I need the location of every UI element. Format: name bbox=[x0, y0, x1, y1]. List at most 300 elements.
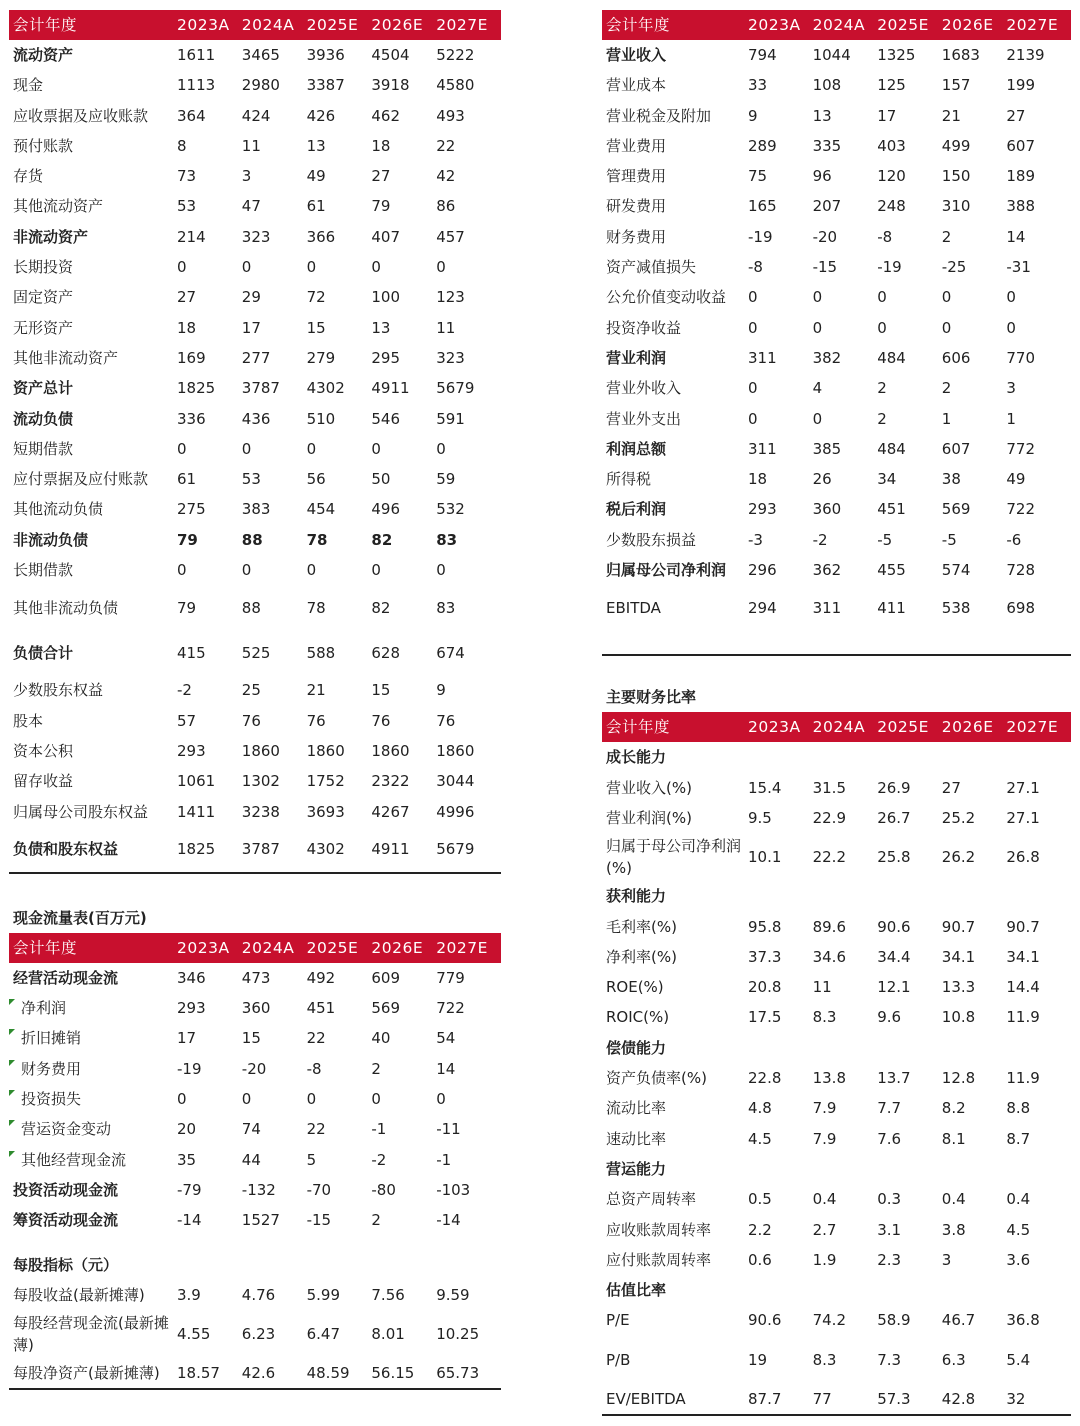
row-value: 0 bbox=[177, 1090, 187, 1109]
row-value: 8.3 bbox=[812, 1008, 837, 1027]
row-value: 1044 bbox=[812, 46, 851, 64]
row-value: 1825 bbox=[177, 840, 216, 859]
row-label: 其他非流动负债 bbox=[13, 598, 119, 617]
row-value bbox=[1006, 1033, 1071, 1063]
table-row bbox=[9, 827, 501, 873]
table-row bbox=[9, 1358, 501, 1389]
table-row bbox=[9, 993, 501, 1023]
row-label: 资本公积 bbox=[13, 741, 74, 760]
row-value: 18.57 bbox=[177, 1363, 220, 1382]
row-value bbox=[1006, 742, 1071, 772]
row-value: -80 bbox=[371, 1180, 396, 1199]
row-value: 588 bbox=[306, 643, 336, 662]
row-label: P/E bbox=[606, 1311, 630, 1330]
row-value: 82 bbox=[371, 530, 393, 549]
row-label: 净利率(%) bbox=[606, 947, 677, 966]
row-label: 营业利润(%) bbox=[606, 808, 692, 827]
header-label: 会计年度 bbox=[13, 938, 78, 957]
header-year: 2023A bbox=[748, 16, 801, 34]
table-row bbox=[9, 282, 501, 312]
row-value: 4504 bbox=[371, 46, 410, 64]
row-value: 27 bbox=[941, 778, 961, 797]
row-value: 13 bbox=[371, 318, 391, 337]
row-value: 2 bbox=[877, 379, 887, 398]
row-value: 0.5 bbox=[748, 1190, 772, 1209]
header-year: 2027E bbox=[1006, 718, 1059, 737]
row-value: 54 bbox=[436, 1029, 456, 1048]
row-label: 经营活动现金流 bbox=[13, 968, 119, 987]
row-label: 应收票据及应收账款 bbox=[13, 106, 149, 125]
row-value bbox=[748, 1033, 813, 1063]
row-value: 0 bbox=[877, 318, 887, 337]
row-value: 323 bbox=[241, 227, 271, 246]
row-label: ROIC(%) bbox=[606, 1008, 670, 1027]
row-value: 569 bbox=[941, 500, 971, 519]
row-value: 214 bbox=[177, 227, 206, 246]
row-label: 公允价值变动收益 bbox=[606, 288, 727, 307]
row-value: 722 bbox=[436, 999, 465, 1018]
table-header-row bbox=[9, 933, 501, 963]
row-label: 少数股东损益 bbox=[606, 530, 697, 549]
row-value: 13.7 bbox=[877, 1069, 911, 1088]
row-value: 76 bbox=[371, 711, 391, 730]
balance-sheet-table bbox=[9, 10, 501, 874]
table-row bbox=[9, 161, 501, 191]
row-value: 0 bbox=[748, 318, 758, 337]
row-value: 3.6 bbox=[1006, 1250, 1031, 1269]
row-value: 3.1 bbox=[877, 1220, 902, 1239]
row-value: 7.7 bbox=[877, 1099, 902, 1118]
row-label bbox=[9, 1054, 177, 1084]
row-value: 0 bbox=[177, 258, 187, 277]
row-value: 0.6 bbox=[748, 1250, 772, 1269]
income-statement-table bbox=[602, 10, 1071, 630]
row-value: 1752 bbox=[306, 772, 345, 791]
row-value: 3936 bbox=[306, 46, 345, 64]
row-value: 18 bbox=[748, 470, 768, 489]
row-value: 9.59 bbox=[436, 1285, 470, 1304]
row-label: ROE(%) bbox=[606, 978, 664, 997]
section-row bbox=[602, 1275, 1071, 1305]
row-value: 26.2 bbox=[941, 848, 976, 867]
row-value: -2 bbox=[812, 530, 828, 549]
table-row bbox=[602, 1215, 1071, 1245]
row-value: 46.7 bbox=[941, 1311, 976, 1330]
row-label: 研发费用 bbox=[606, 197, 667, 216]
row-value: 293 bbox=[177, 999, 206, 1018]
header-year: 2026E bbox=[371, 938, 424, 957]
row-value: 13.3 bbox=[941, 978, 976, 997]
row-value: 366 bbox=[306, 227, 336, 246]
row-label: EV/EBITDA bbox=[606, 1389, 686, 1408]
row-value: -19 bbox=[177, 1059, 202, 1078]
row-value: -2 bbox=[177, 681, 192, 700]
row-value: 1683 bbox=[941, 46, 980, 64]
row-value: 82 bbox=[371, 598, 391, 617]
row-label-text: 投资损失 bbox=[21, 1090, 82, 1109]
row-value: 0 bbox=[1006, 318, 1016, 337]
row-label: 每股经营现金流(最新摊薄) bbox=[13, 1313, 169, 1354]
row-value: 90.6 bbox=[748, 1311, 782, 1330]
row-value: 0 bbox=[812, 288, 823, 307]
row-value: 335 bbox=[812, 136, 842, 155]
row-value: 779 bbox=[436, 968, 465, 987]
row-value bbox=[942, 1154, 1007, 1184]
row-value: 279 bbox=[306, 348, 336, 367]
row-value: 1860 bbox=[306, 741, 345, 760]
row-label: 归属母公司股东权益 bbox=[13, 802, 149, 821]
row-value: 407 bbox=[371, 227, 401, 246]
row-value: -1 bbox=[436, 1150, 452, 1169]
row-value: -19 bbox=[877, 258, 902, 277]
header-year: 2025E bbox=[877, 718, 929, 737]
row-value: 123 bbox=[436, 288, 465, 307]
row-value: 33 bbox=[748, 76, 768, 95]
row-value: 42.6 bbox=[241, 1363, 276, 1382]
table-row bbox=[9, 1310, 501, 1358]
row-value: 7.6 bbox=[877, 1129, 902, 1148]
table-row bbox=[9, 766, 501, 796]
row-label: 财务费用 bbox=[606, 227, 667, 246]
row-value: 455 bbox=[877, 561, 906, 580]
row-value: 13 bbox=[306, 136, 326, 155]
row-value: 10.8 bbox=[941, 1008, 976, 1027]
row-value: 12.1 bbox=[877, 978, 911, 997]
table-row bbox=[9, 1280, 501, 1310]
row-value: 22.2 bbox=[812, 848, 846, 867]
row-value: 61 bbox=[306, 197, 326, 216]
row-value: 42.8 bbox=[941, 1389, 976, 1408]
row-value: 772 bbox=[1006, 439, 1036, 458]
header-year: 2026E bbox=[371, 16, 424, 34]
row-value: 1113 bbox=[177, 76, 216, 95]
row-value: 7.9 bbox=[812, 1129, 837, 1148]
row-label bbox=[9, 1145, 177, 1175]
row-value: 76 bbox=[436, 711, 456, 730]
row-value: 83 bbox=[436, 530, 458, 549]
row-value: 20.8 bbox=[748, 978, 782, 997]
row-value bbox=[1006, 1275, 1071, 1305]
row-value bbox=[748, 881, 813, 911]
row-value: 37.3 bbox=[748, 947, 782, 966]
row-value: 27.1 bbox=[1006, 808, 1040, 827]
row-value: 25.8 bbox=[877, 848, 911, 867]
row-value: -3 bbox=[748, 530, 763, 549]
row-label: 非流动资产 bbox=[13, 227, 89, 246]
header-year: 2025E bbox=[306, 16, 359, 34]
cash-flow-table bbox=[9, 933, 501, 1236]
row-label: 营业费用 bbox=[606, 136, 667, 155]
section-row bbox=[602, 1033, 1071, 1063]
row-value: -20 bbox=[812, 227, 838, 246]
row-value: 125 bbox=[877, 76, 906, 95]
row-value: 4.8 bbox=[748, 1099, 772, 1118]
row-label: P/B bbox=[606, 1350, 631, 1369]
row-label bbox=[9, 1114, 177, 1144]
row-value: 57.3 bbox=[877, 1389, 911, 1408]
row-value: 8 bbox=[177, 136, 187, 155]
row-value: 78 bbox=[306, 530, 328, 549]
row-value: 207 bbox=[812, 197, 842, 216]
row-value bbox=[877, 1154, 942, 1184]
table-row bbox=[602, 773, 1071, 803]
table-row bbox=[602, 942, 1071, 972]
row-label: 现金 bbox=[13, 76, 44, 95]
table-row bbox=[9, 343, 501, 373]
row-value: 83 bbox=[436, 598, 456, 617]
row-value: 0 bbox=[812, 409, 823, 428]
row-value: 3.9 bbox=[177, 1285, 201, 1304]
row-value: 90.6 bbox=[877, 917, 911, 936]
ratios-title: 主要财务比率 bbox=[606, 688, 697, 707]
row-value: 0 bbox=[812, 318, 823, 337]
row-value: 311 bbox=[748, 348, 777, 367]
table-row bbox=[602, 101, 1071, 131]
row-value: 42 bbox=[436, 167, 456, 186]
row-value: 17 bbox=[877, 106, 897, 125]
row-value bbox=[877, 742, 942, 772]
table-row bbox=[9, 70, 501, 100]
row-value: 426 bbox=[306, 106, 336, 125]
row-value: 5679 bbox=[436, 840, 475, 859]
header-year: 2026E bbox=[941, 718, 994, 737]
table-row bbox=[9, 40, 501, 70]
row-value: 32 bbox=[1006, 1389, 1026, 1408]
row-value: 53 bbox=[177, 197, 197, 216]
row-value: 87.7 bbox=[748, 1389, 782, 1408]
row-value: 50 bbox=[371, 470, 391, 489]
row-value: 0 bbox=[306, 561, 317, 580]
row-value: 77 bbox=[812, 1389, 832, 1408]
row-value: 364 bbox=[177, 106, 206, 125]
row-value: 17.5 bbox=[748, 1008, 782, 1027]
row-value: 4.5 bbox=[748, 1129, 772, 1148]
table-row bbox=[602, 313, 1071, 343]
row-value: 9 bbox=[748, 106, 758, 125]
row-value: 6.47 bbox=[306, 1324, 340, 1343]
row-label: 利润总额 bbox=[606, 439, 667, 458]
right-column bbox=[602, 10, 1071, 1416]
table-row bbox=[602, 70, 1071, 100]
row-value: 336 bbox=[177, 409, 206, 428]
row-value: -25 bbox=[941, 258, 967, 277]
row-value: 199 bbox=[1006, 76, 1036, 95]
row-label: 其他非流动资产 bbox=[13, 348, 119, 367]
table-row bbox=[9, 222, 501, 252]
row-value: 11.9 bbox=[1006, 1008, 1040, 1027]
row-value: 53 bbox=[241, 470, 261, 489]
row-label: 估值比率 bbox=[606, 1281, 667, 1300]
row-label: 筹资活动现金流 bbox=[13, 1211, 119, 1230]
row-value: 27 bbox=[1006, 106, 1026, 125]
row-value: 0 bbox=[371, 258, 381, 277]
row-value: 293 bbox=[177, 741, 206, 760]
row-value: 0 bbox=[241, 561, 252, 580]
row-value: 9.6 bbox=[877, 1008, 902, 1027]
row-label: 无形资产 bbox=[13, 318, 74, 337]
row-value: 18 bbox=[177, 318, 197, 337]
row-value: 0 bbox=[941, 288, 952, 307]
row-value: 29 bbox=[241, 288, 261, 307]
row-label bbox=[9, 993, 177, 1023]
row-label: 营业税金及附加 bbox=[606, 106, 712, 125]
row-label: 归属于母公司净利润(%) bbox=[606, 837, 742, 878]
row-label: 营业利润 bbox=[606, 348, 667, 367]
row-value: 4.76 bbox=[241, 1285, 276, 1304]
table-row bbox=[602, 1002, 1071, 1032]
row-value: 34.1 bbox=[1006, 947, 1040, 966]
row-value: 15 bbox=[241, 1029, 261, 1048]
row-value bbox=[877, 1033, 942, 1063]
row-value: 310 bbox=[941, 197, 971, 216]
row-label: 营业收入 bbox=[606, 46, 667, 64]
row-value: 0 bbox=[748, 409, 758, 428]
table-row bbox=[9, 963, 501, 993]
row-label: 归属母公司净利润 bbox=[606, 561, 727, 580]
row-value: 4.5 bbox=[1006, 1220, 1031, 1239]
table-row bbox=[602, 40, 1071, 70]
row-value: 13 bbox=[812, 106, 832, 125]
row-value: 7.9 bbox=[812, 1099, 837, 1118]
row-label: 流动资产 bbox=[13, 46, 74, 64]
row-value: -15 bbox=[306, 1211, 332, 1230]
row-value: 108 bbox=[812, 76, 842, 95]
row-value: 25 bbox=[241, 681, 261, 700]
row-value bbox=[1006, 881, 1071, 911]
row-value: 11 bbox=[436, 318, 456, 337]
row-value: 56 bbox=[306, 470, 326, 489]
row-value: -2 bbox=[371, 1150, 387, 1169]
row-value: 794 bbox=[748, 46, 777, 64]
row-value: 96 bbox=[812, 167, 832, 186]
table-row bbox=[9, 1084, 501, 1114]
row-value: 5.4 bbox=[1006, 1350, 1031, 1369]
row-value: 0 bbox=[306, 439, 317, 458]
row-value: 120 bbox=[877, 167, 906, 186]
row-value: 48.59 bbox=[306, 1363, 350, 1382]
row-value: 293 bbox=[748, 500, 777, 519]
row-value: 2.7 bbox=[812, 1220, 837, 1239]
left-column bbox=[9, 10, 501, 1390]
table-row bbox=[602, 252, 1071, 282]
row-value: -8 bbox=[877, 227, 893, 246]
row-value: 607 bbox=[941, 439, 971, 458]
row-value: 424 bbox=[241, 106, 271, 125]
header-year: 2024A bbox=[812, 718, 866, 737]
row-value: 4911 bbox=[371, 840, 410, 859]
row-value: 11 bbox=[241, 136, 261, 155]
row-value: 1860 bbox=[371, 741, 410, 760]
row-label: 投资活动现金流 bbox=[13, 1180, 119, 1199]
row-value: 5679 bbox=[436, 379, 475, 398]
row-label: 总资产周转率 bbox=[606, 1190, 697, 1209]
row-label: 营业外收入 bbox=[606, 379, 682, 398]
section-row bbox=[602, 1154, 1071, 1184]
row-value: 0 bbox=[436, 1090, 446, 1109]
row-value: 1061 bbox=[177, 772, 216, 791]
row-value: -5 bbox=[941, 530, 957, 549]
row-value: 10.1 bbox=[748, 848, 782, 867]
row-value: 493 bbox=[436, 106, 465, 125]
header-year: 2025E bbox=[306, 938, 359, 957]
row-value: 1860 bbox=[241, 741, 280, 760]
row-value: 1 bbox=[941, 409, 952, 428]
row-label: 应付账款周转率 bbox=[606, 1250, 712, 1269]
row-value: 0.4 bbox=[941, 1190, 966, 1209]
row-value: 3693 bbox=[306, 802, 345, 821]
row-value: 90.7 bbox=[1006, 917, 1040, 936]
row-label-text: 营运资金变动 bbox=[21, 1120, 112, 1139]
row-value: 1860 bbox=[436, 741, 475, 760]
row-value: 473 bbox=[241, 968, 271, 987]
row-value: 451 bbox=[306, 999, 336, 1018]
row-label: 营业收入(%) bbox=[606, 778, 692, 797]
row-label: 偿债能力 bbox=[606, 1038, 667, 1057]
row-value: 169 bbox=[177, 348, 206, 367]
row-value: 0 bbox=[1006, 288, 1016, 307]
section-row bbox=[602, 881, 1071, 911]
row-label: 少数股东权益 bbox=[13, 681, 104, 700]
row-value: 56.15 bbox=[371, 1363, 415, 1382]
table-row bbox=[602, 1384, 1071, 1415]
row-label bbox=[9, 1023, 177, 1053]
table-row bbox=[9, 1145, 501, 1175]
row-value: 0.4 bbox=[1006, 1190, 1031, 1209]
row-value: 3387 bbox=[306, 76, 345, 95]
row-value: 57 bbox=[177, 711, 197, 730]
row-value: 35 bbox=[177, 1150, 197, 1169]
row-value: 3787 bbox=[241, 840, 280, 859]
header-year: 2025E bbox=[877, 16, 929, 34]
header-year: 2027E bbox=[436, 16, 488, 34]
row-value bbox=[813, 1033, 878, 1063]
row-value: -6 bbox=[1006, 530, 1022, 549]
row-value: 4911 bbox=[371, 379, 410, 398]
row-value: 79 bbox=[371, 197, 391, 216]
row-value: 4996 bbox=[436, 802, 475, 821]
row-value: -15 bbox=[812, 258, 838, 277]
row-value: 27 bbox=[177, 288, 197, 307]
per-share-title: 每股指标（元） bbox=[13, 1255, 119, 1274]
row-value: 79 bbox=[177, 598, 197, 617]
row-value: 2 bbox=[941, 379, 952, 398]
row-value: 538 bbox=[941, 598, 971, 617]
row-label: 预付账款 bbox=[13, 136, 74, 155]
row-value: 609 bbox=[371, 968, 401, 987]
row-value: 14.4 bbox=[1006, 978, 1040, 997]
row-value: 26.8 bbox=[1006, 848, 1040, 867]
row-value: 574 bbox=[941, 561, 971, 580]
row-value: 9 bbox=[436, 681, 446, 700]
row-value: 496 bbox=[371, 500, 401, 519]
row-label: 留存收益 bbox=[13, 772, 74, 791]
row-value: 3 bbox=[941, 1250, 952, 1269]
row-value: 674 bbox=[436, 643, 465, 662]
cash-flow-title: 现金流量表(百万元) bbox=[13, 908, 147, 927]
row-value: 3787 bbox=[241, 379, 280, 398]
header-year: 2026E bbox=[941, 16, 994, 34]
row-label: 速动比率 bbox=[606, 1129, 667, 1148]
row-value: 13.8 bbox=[812, 1069, 846, 1088]
row-value: 2 bbox=[371, 1211, 381, 1230]
row-value: 79 bbox=[177, 530, 198, 549]
table-row bbox=[602, 585, 1071, 630]
row-value: 0 bbox=[748, 379, 758, 398]
header-year: 2024A bbox=[241, 938, 295, 957]
row-value: 0 bbox=[436, 439, 446, 458]
row-value: -1 bbox=[371, 1120, 387, 1139]
table-row bbox=[602, 1063, 1071, 1093]
